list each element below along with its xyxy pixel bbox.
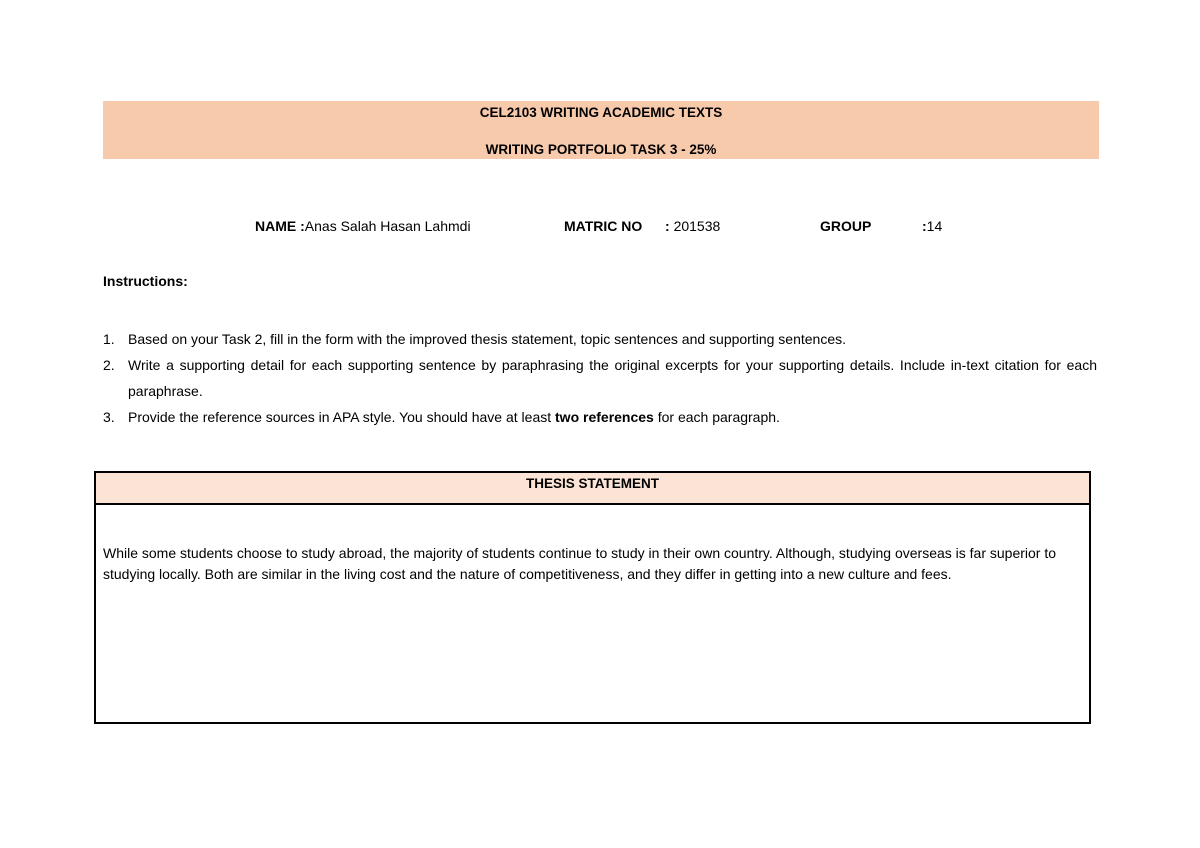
course-title: CEL2103 WRITING ACADEMIC TEXTS (479, 105, 723, 120)
list-number: 3. (103, 409, 115, 425)
student-info-row (0, 218, 1200, 238)
matric-label: MATRIC NO (564, 218, 643, 234)
name-field (255, 218, 471, 234)
list-text-bold: two references (555, 409, 654, 425)
list-text: Write a supporting detail for each supporting sentence by paraphrasing the original excerpts for your supporting details. Include in-text citation for each paraphrase. (128, 357, 1097, 399)
list-item (103, 326, 1097, 352)
list-text-after: for each paragraph. (653, 409, 780, 425)
thesis-statement-table (94, 471, 1091, 724)
list-item (103, 352, 1097, 404)
group-field (922, 218, 942, 234)
list-text: Based on your Task 2, fill in the form with the improved thesis statement, topic sentences and supporting sentences. (128, 331, 847, 347)
thesis-statement-body: While some students choose to study abroad, the majority of students continue to study in their own country. Although, studying overseas is far superior to studying locally. Both are similar in the living cost and the nature of competitiveness, and they differ in getting into a new culture and fees. (103, 545, 1057, 582)
list-text-before: Provide the reference sources in APA style. You should have at least (128, 409, 556, 425)
instructions-list (103, 326, 1097, 430)
matric-field (665, 218, 720, 234)
list-number: 1. (103, 331, 115, 347)
group-value: 14 (926, 218, 943, 234)
group-label: GROUP (820, 218, 872, 234)
group-colon: : (922, 218, 927, 234)
thesis-statement-heading: THESIS STATEMENT (96, 473, 1089, 505)
matric-colon: : (665, 218, 670, 234)
name-label: NAME : (255, 218, 305, 234)
list-number: 2. (103, 357, 115, 373)
name-value: Anas Salah Hasan Lahmdi (304, 218, 471, 234)
instructions-heading: Instructions: (103, 273, 188, 289)
matric-value: 201538 (673, 218, 721, 234)
document-header (103, 101, 1099, 159)
list-item (103, 404, 1097, 430)
task-title: WRITING PORTFOLIO TASK 3 - 25% (485, 142, 717, 157)
